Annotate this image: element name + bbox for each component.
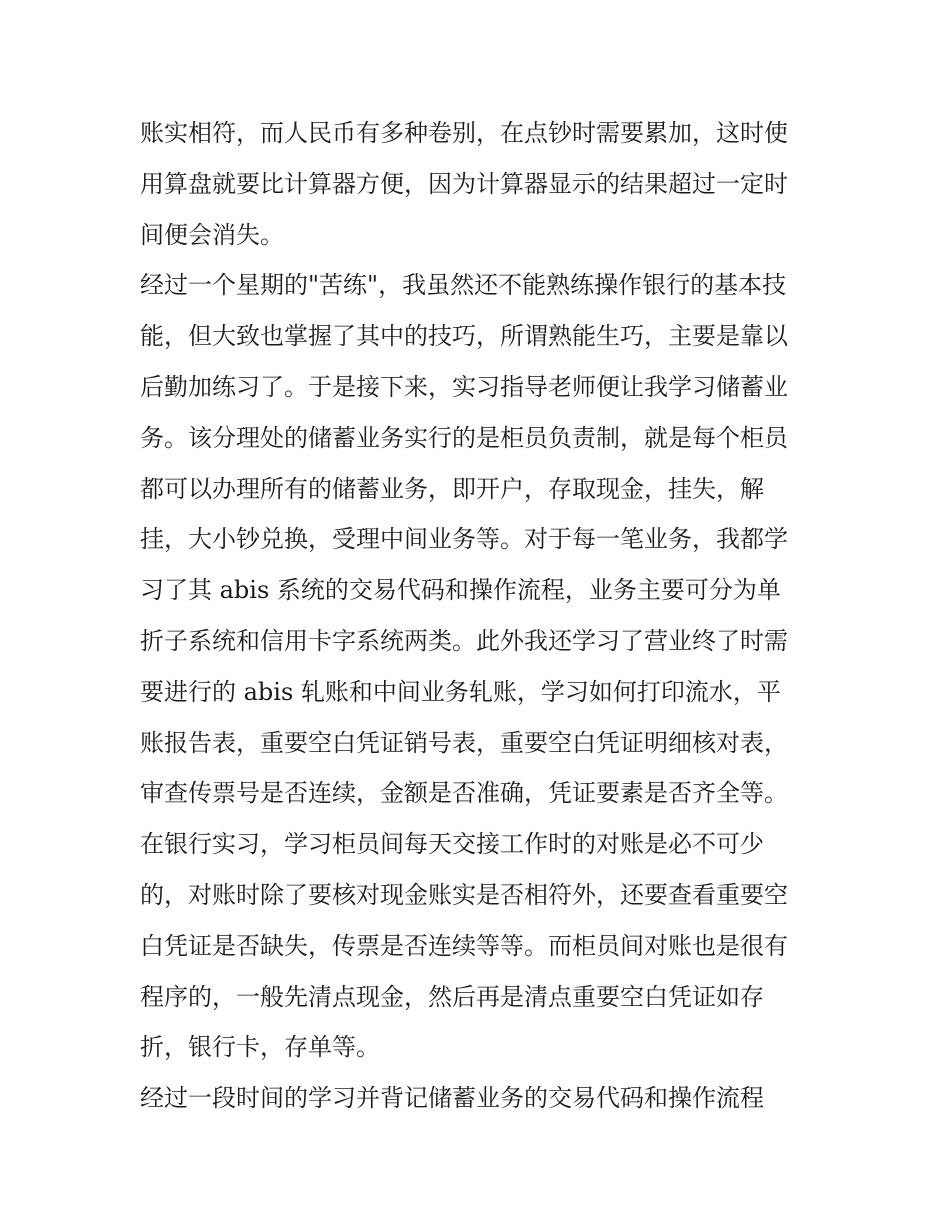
text-line: 审查传票号是否连续，金额是否准确，凭证要素是否齐全等。 [140, 779, 788, 808]
text-line: 间便会消失。 [140, 220, 284, 249]
text-line: 白凭证是否缺失，传票是否连续等等。而柜员间对账也是很有 [140, 931, 788, 960]
text-line: 用算盘就要比计算器方便，因为计算器显示的结果超过一定时 [140, 169, 788, 198]
text-line: 后勤加练习了。于是接下来，实习指导老师便让我学习储蓄业 [140, 372, 788, 401]
text-line: 能，但大致也掌握了其中的技巧，所谓熟能生巧，主要是靠以 [140, 322, 788, 351]
text-line: 程序的，一般先清点现金，然后再是清点重要空白凭证如存 [140, 982, 764, 1011]
paragraph-2 [140, 260, 820, 1073]
text-line: 账实相符，而人民币有多种卷别，在点钞时需要累加，这时使 [140, 119, 788, 147]
text-line: 折，银行卡，存单等。 [140, 1033, 380, 1062]
text-line: 挂，大小钞兑换，受理中间业务等。对于每一笔业务，我都学 [140, 525, 788, 554]
paragraph-1 [140, 108, 820, 260]
text-line: 习了其 abis 系统的交易代码和操作流程，业务主要可分为单 [140, 576, 781, 605]
text-line: 账报告表，重要空白凭证销号表，重要空白凭证明细核对表， [140, 728, 788, 757]
text-line: 务。该分理处的储蓄业务实行的是柜员负责制，就是每个柜员 [140, 423, 788, 452]
text-line: 在银行实习，学习柜员间每天交接工作时的对账是必不可少 [140, 830, 764, 859]
text-line: 经过一个星期的"苦练"，我虽然还不能熟练操作银行的基本技 [140, 271, 787, 300]
body-text [140, 108, 820, 1124]
text-line: 折子系统和信用卡字系统两类。此外我还学习了营业终了时需 [140, 626, 788, 655]
text-line: 都可以办理所有的储蓄业务，即开户，存取现金，挂失，解 [140, 474, 764, 503]
text-line: 的，对账时除了要核对现金账实是否相符外，还要查看重要空 [140, 880, 788, 909]
text-line: 要进行的 abis 轧账和中间业务轧账，学习如何打印流水，平 [140, 677, 781, 706]
text-line: 经过一段时间的学习并背记储蓄业务的交易代码和操作流程 [140, 1084, 764, 1113]
paragraph-3 [140, 1073, 820, 1124]
